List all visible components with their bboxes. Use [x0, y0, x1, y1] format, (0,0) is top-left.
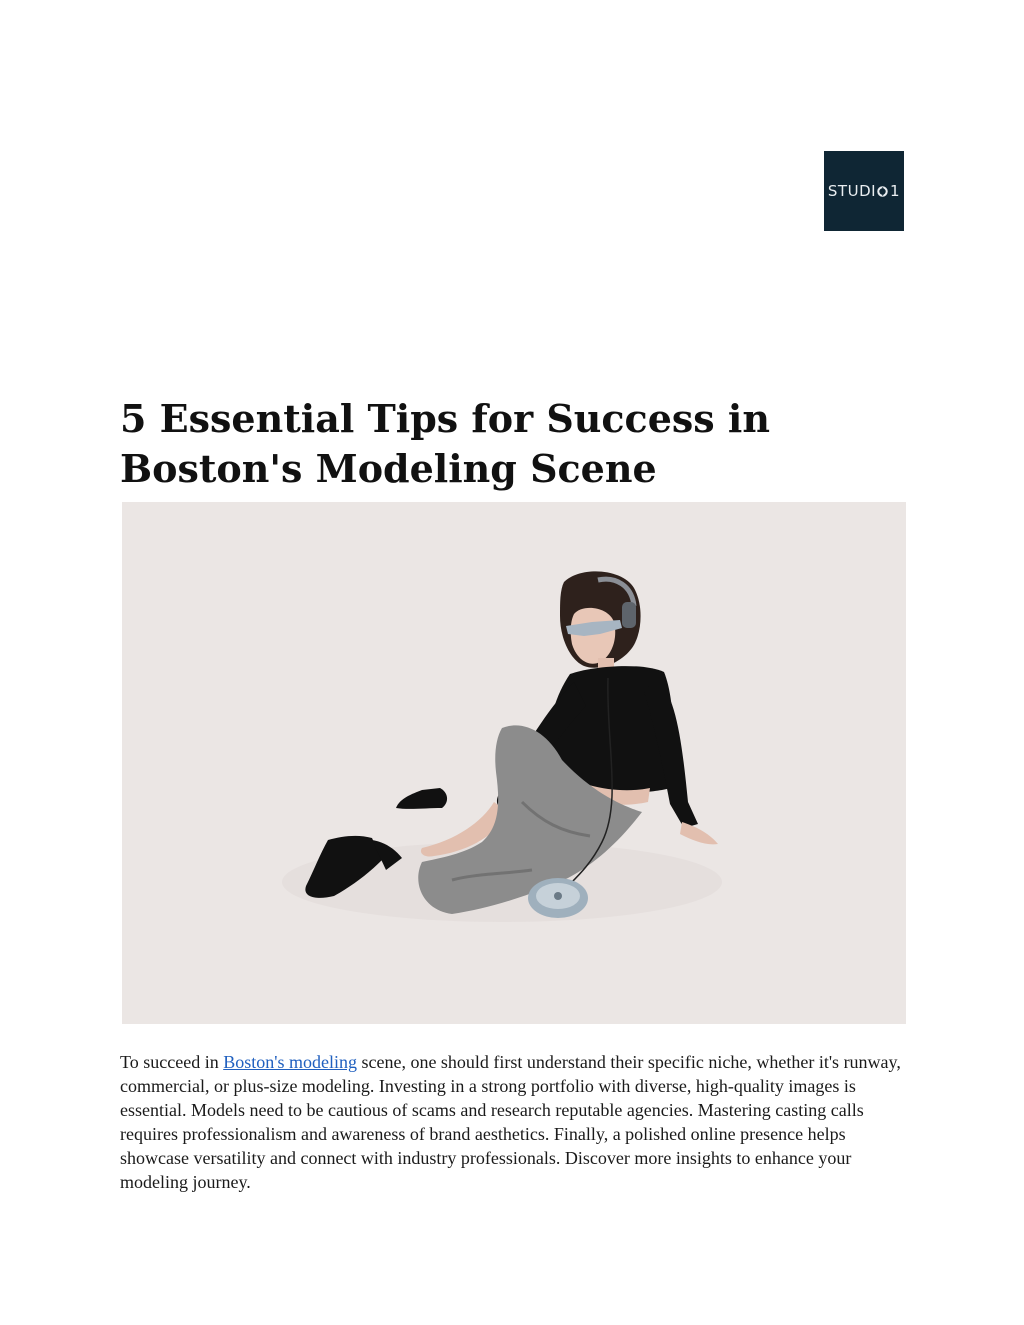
logo-text-start: STUDI — [827, 181, 877, 200]
logo-text-end: 1 — [890, 181, 901, 200]
model-photo — [122, 502, 906, 1024]
article-paragraph — [120, 1050, 910, 1194]
logo-wordmark — [827, 181, 901, 200]
paragraph-text-start: To succeed in — [120, 1052, 224, 1072]
aperture-icon — [877, 186, 888, 197]
article-title: 5 Essential Tips for Success in Boston's Modeling Scene — [120, 396, 770, 491]
boston-modeling-link[interactable]: Boston's modeling — [223, 1052, 357, 1072]
hero-image — [122, 502, 906, 1024]
studio1-logo — [824, 151, 904, 231]
paragraph-text-rest: scene, one should first understand their specific niche, whether it's runway, commercial, or plus-size modeling. Investing in a strong portfolio with diverse, high-quality images is essential. Models need to be cautious of scams and research reputable agencies. Mastering casting calls requires professionalism and awareness of brand aesthetics. Finally, a polished online presence helps showcase versatility and connect with industry professionals. Discover more insights to enhance your modeling journey. — [120, 1052, 901, 1192]
